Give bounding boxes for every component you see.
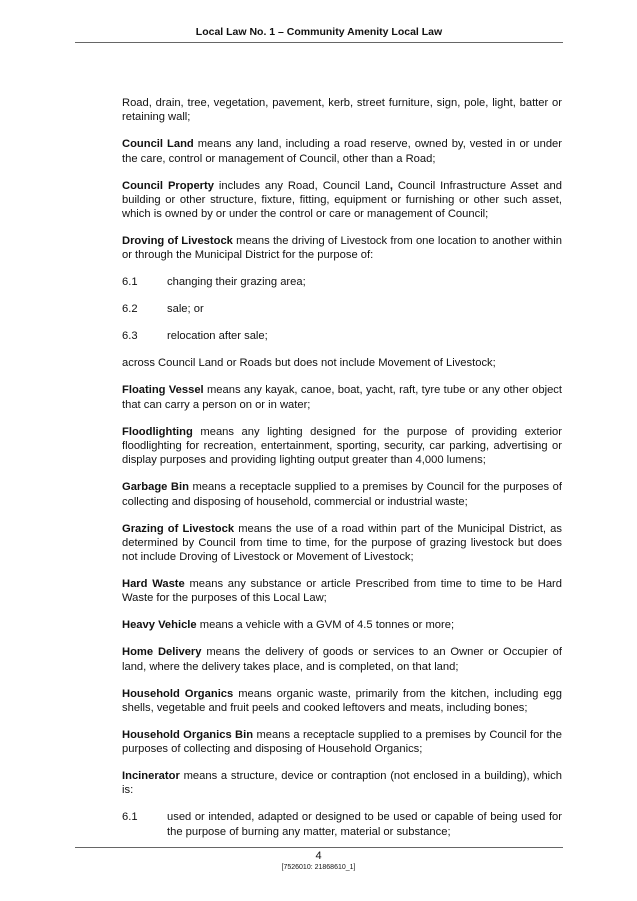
list-text: used or intended, adapted or designed to be used or capable of being used for the purpose of burning any matter, material or substance; [167,811,562,838]
bold-comma: , [389,179,393,192]
list-number: 6.1 [122,811,138,824]
definition-grazing-of-livestock [122,522,562,565]
definition-council-property [122,179,562,222]
definition-text: means the driving of Livestock from one location to another within or through the Municipal District for the purpose of: [122,235,562,262]
definition-text: includes any Road, Council Land [213,179,390,192]
paragraph-droving-continuation: across Council Land or Roads but does not include Movement of Livestock; [122,357,496,370]
definition-heavy-vehicle [122,618,562,632]
paragraph-road-definition-continuation: Road, drain, tree, vegetation, pavement, kerb, street furniture, sign, pole, light, batter or retaining wall; [122,97,562,124]
term: Household Organics [122,687,234,700]
definition-incinerator [122,769,562,798]
list-item [122,302,562,316]
term: Incinerator [122,770,180,783]
definition-floodlighting [122,425,562,468]
definition-text: means any substance or article Prescribed from time to time to be Hard Waste for the purposes of this Local Law; [122,578,562,605]
list-item [122,810,562,839]
term: Heavy Vehicle [122,619,197,632]
definition-text: means the use of a road within part of the Municipal District, as determined by Council from time to time, for the purpose of grazing livestock but does not include Droving of Livestock or Movement of Livestock; [122,522,562,564]
term: Hard Waste [122,578,185,591]
term: Household Organics Bin [122,728,254,741]
definition-droving-of-livestock [122,234,562,263]
definition-text: means a structure, device or contraption (not enclosed in a building), which is: [122,770,562,797]
definition-text: means any land, including a road reserve, owned by, vested in or under the care, control or management of Council, other than a Road; [122,138,563,165]
definition-text: means the delivery of goods or services to an Owner or Occupier of land, where the delivery takes place, and is completed, on that land; [122,646,562,673]
definition-hard-waste [122,577,562,606]
list-text: changing their grazing area; [167,276,306,289]
term: Droving of Livestock [122,235,233,248]
definition-garbage-bin [122,480,562,509]
term: Garbage Bin [122,481,189,494]
term: Home Delivery [122,646,202,659]
term: Grazing of Livestock [122,522,235,535]
list-text: relocation after sale; [167,330,268,343]
definition-text: means any lighting designed for the purpose of providing exterior floodlighting for recreation, entertainment, sporting, security, car parking, advertising or display purposes and providing lighting output greater than 4,000 lumens; [122,425,562,467]
definition-text: means any kayak, canoe, boat, yacht, raft, tyre tube or any other object that can carry a person on or in water; [122,384,562,411]
definition-text: Council Infrastructure Asset and building or other structure, fixture, fitting, equipment or furnishing or other such asset, which is owned by or under the control or care or management of Council; [122,179,562,221]
term: Council Property [122,179,214,192]
definition-text: means a vehicle with a GVM of 4.5 tonnes or more; [196,619,455,632]
running-header: Local Law No. 1 – Community Amenity Local Law [75,26,563,43]
definition-text: means organic waste, primarily from the kitchen, including egg shells, vegetable and fruit peels and cooked leftovers and meats, including bones; [122,687,562,714]
term: Floating Vessel [122,384,204,397]
term: Floodlighting [122,425,193,438]
page-number: 4 [315,850,322,862]
definition-home-delivery [122,645,562,674]
definition-council-land [122,137,562,166]
document-body [122,96,562,852]
definition-household-organics-bin [122,728,562,757]
definition-floating-vessel [122,383,562,412]
list-item [122,329,562,343]
definition-text: means a receptacle supplied to a premises by Council for the purposes of collecting and disposing of Household Organics; [122,728,562,756]
footer-divider [75,847,563,848]
list-number: 6.3 [122,330,138,343]
term: Council Land [122,138,194,151]
list-text: sale; or [167,303,204,316]
definition-text: means a receptacle supplied to a premises by Council for the purposes of collecting and disposing of household, commercial or industrial waste; [122,481,562,508]
list-number: 6.2 [122,303,138,316]
list-number: 6.1 [122,276,138,289]
definition-household-organics [122,687,562,716]
document-id: [7526010: 21868610_1] [281,864,356,871]
list-item [122,275,562,289]
